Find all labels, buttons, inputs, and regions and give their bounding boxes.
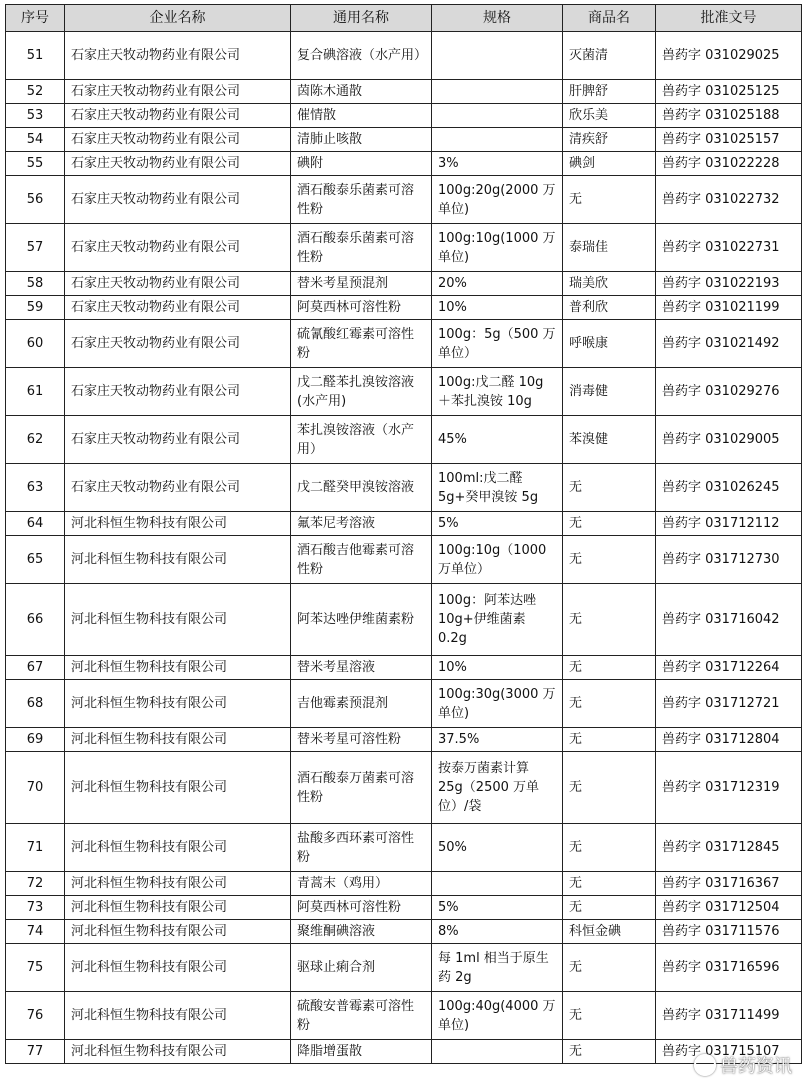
table-row [6,272,802,296]
cell-no: 51 [6,32,65,80]
cell-trade-name: 科恒金碘 [563,920,656,944]
cell-approval-no: 兽药字 031022193 [656,272,802,296]
cell-company: 河北科恒生物科技有限公司 [65,824,291,872]
cell-company: 石家庄天牧动物药业有限公司 [65,104,291,128]
cell-company: 石家庄天牧动物药业有限公司 [65,32,291,80]
cell-spec: 100g:10g(1000 万单位) [432,224,563,272]
cell-spec [432,104,563,128]
cell-trade-name: 泰瑞佳 [563,224,656,272]
cell-trade-name: 无 [563,944,656,992]
header-trade-name: 商品名 [563,5,656,32]
cell-generic-name: 酒石酸泰乐菌素可溶性粉 [291,176,432,224]
cell-generic-name: 茵陈木通散 [291,80,432,104]
cell-generic-name: 苯扎溴铵溶液（水产用） [291,416,432,464]
cell-trade-name: 碘剑 [563,152,656,176]
cell-generic-name: 酒石酸泰乐菌素可溶性粉 [291,224,432,272]
cell-company: 河北科恒生物科技有限公司 [65,656,291,680]
cell-spec: 100g:30g(3000 万单位) [432,680,563,728]
cell-spec: 3% [432,152,563,176]
cell-company: 石家庄天牧动物药业有限公司 [65,368,291,416]
cell-trade-name: 无 [563,512,656,536]
cell-no: 54 [6,128,65,152]
cell-trade-name: 瑞美欣 [563,272,656,296]
cell-company: 河北科恒生物科技有限公司 [65,752,291,824]
cell-trade-name: 无 [563,680,656,728]
cell-generic-name: 吉他霉素预混剂 [291,680,432,728]
cell-approval-no: 兽药字 031712112 [656,512,802,536]
cell-trade-name: 无 [563,752,656,824]
table-row [6,920,802,944]
cell-spec: 按泰万菌素计算 25g（2500 万单位）/袋 [432,752,563,824]
cell-no: 74 [6,920,65,944]
cell-approval-no: 兽药字 031716042 [656,584,802,656]
cell-trade-name: 无 [563,464,656,512]
cell-no: 60 [6,320,65,368]
cell-approval-no: 兽药字 031029025 [656,32,802,80]
cell-spec: 5% [432,512,563,536]
table-row [6,320,802,368]
cell-spec: 45% [432,416,563,464]
cell-no: 58 [6,272,65,296]
cell-generic-name: 阿莫西林可溶性粉 [291,296,432,320]
cell-company: 河北科恒生物科技有限公司 [65,512,291,536]
cell-no: 63 [6,464,65,512]
watermark-text: 兽药资讯 [720,1056,792,1077]
cell-generic-name: 催情散 [291,104,432,128]
cell-no: 59 [6,296,65,320]
cell-no: 68 [6,680,65,728]
cell-trade-name: 消毒健 [563,368,656,416]
cell-approval-no: 兽药字 031712504 [656,896,802,920]
cell-generic-name: 复合碘溶液（水产用） [291,32,432,80]
cell-generic-name: 聚维酮碘溶液 [291,920,432,944]
cell-approval-no: 兽药字 031711576 [656,920,802,944]
cell-approval-no: 兽药字 031022228 [656,152,802,176]
cell-company: 河北科恒生物科技有限公司 [65,896,291,920]
cell-trade-name: 无 [563,824,656,872]
cell-trade-name: 无 [563,656,656,680]
cell-generic-name: 酒石酸吉他霉素可溶性粉 [291,536,432,584]
table-row [6,680,802,728]
cell-generic-name: 清肺止咳散 [291,128,432,152]
cell-spec: 100ml:戊二醛 5g+癸甲溴铵 5g [432,464,563,512]
table-row [6,512,802,536]
cell-generic-name: 驱球止痢合剂 [291,944,432,992]
cell-trade-name: 欣乐美 [563,104,656,128]
cell-generic-name: 替米考星溶液 [291,656,432,680]
cell-trade-name: 苯溴健 [563,416,656,464]
cell-company: 河北科恒生物科技有限公司 [65,1040,291,1064]
cell-company: 河北科恒生物科技有限公司 [65,584,291,656]
header-approval-no: 批准文号 [656,5,802,32]
cell-generic-name: 酒石酸泰万菌素可溶性粉 [291,752,432,824]
cell-generic-name: 替米考星可溶性粉 [291,728,432,752]
table-header-row [6,5,802,32]
cell-trade-name: 灭菌清 [563,32,656,80]
cell-approval-no: 兽药字 031712721 [656,680,802,728]
cell-no: 73 [6,896,65,920]
cell-spec: 100g:戊二醛 10g＋苯扎溴铵 10g [432,368,563,416]
cell-trade-name: 无 [563,728,656,752]
cell-no: 61 [6,368,65,416]
cell-company: 河北科恒生物科技有限公司 [65,536,291,584]
cell-company: 河北科恒生物科技有限公司 [65,680,291,728]
cell-generic-name: 硫酸安普霉素可溶性粉 [291,992,432,1040]
table-row [6,128,802,152]
drug-approval-table [5,4,802,1064]
table-row [6,536,802,584]
cell-no: 64 [6,512,65,536]
cell-approval-no: 兽药字 031716596 [656,944,802,992]
table-row [6,80,802,104]
cell-approval-no: 兽药字 031711499 [656,992,802,1040]
cell-trade-name: 无 [563,584,656,656]
cell-spec [432,80,563,104]
cell-spec: 37.5% [432,728,563,752]
cell-approval-no: 兽药字 031716367 [656,872,802,896]
cell-no: 56 [6,176,65,224]
cell-no: 69 [6,728,65,752]
cell-spec: 50% [432,824,563,872]
cell-trade-name: 无 [563,992,656,1040]
cell-generic-name: 戊二醛癸甲溴铵溶液 [291,464,432,512]
table-row [6,104,802,128]
cell-no: 76 [6,992,65,1040]
table-row [6,176,802,224]
cell-no: 62 [6,416,65,464]
cell-no: 77 [6,1040,65,1064]
cell-no: 70 [6,752,65,824]
header-spec: 规格 [432,5,563,32]
cell-spec: 100g：5g（500 万单位） [432,320,563,368]
cell-spec: 100g:10g（1000 万单位） [432,536,563,584]
cell-no: 53 [6,104,65,128]
cell-company: 河北科恒生物科技有限公司 [65,872,291,896]
cell-trade-name: 无 [563,872,656,896]
table-row [6,32,802,80]
cell-spec: 5% [432,896,563,920]
table-row [6,368,802,416]
table-row [6,752,802,824]
table-row [6,824,802,872]
cell-trade-name: 普利欣 [563,296,656,320]
cell-no: 75 [6,944,65,992]
cell-generic-name: 碘附 [291,152,432,176]
cell-approval-no: 兽药字 031029005 [656,416,802,464]
cell-company: 石家庄天牧动物药业有限公司 [65,464,291,512]
cell-no: 57 [6,224,65,272]
table-row [6,992,802,1040]
cell-trade-name: 无 [563,176,656,224]
cell-trade-name: 无 [563,896,656,920]
table-row [6,896,802,920]
cell-trade-name: 无 [563,536,656,584]
cell-trade-name: 无 [563,1040,656,1064]
cell-approval-no: 兽药字 031029276 [656,368,802,416]
header-company: 企业名称 [65,5,291,32]
cell-company: 石家庄天牧动物药业有限公司 [65,176,291,224]
header-no: 序号 [6,5,65,32]
cell-spec: 20% [432,272,563,296]
table-row [6,656,802,680]
table-row [6,944,802,992]
cell-no: 66 [6,584,65,656]
cell-generic-name: 替米考星预混剂 [291,272,432,296]
cell-generic-name: 氟苯尼考溶液 [291,512,432,536]
table-row [6,464,802,512]
cell-no: 65 [6,536,65,584]
cell-no: 52 [6,80,65,104]
cell-trade-name: 呼喉康 [563,320,656,368]
cell-no: 55 [6,152,65,176]
table-row [6,872,802,896]
cell-generic-name: 降脂增蛋散 [291,1040,432,1064]
table-row [6,416,802,464]
cell-company: 石家庄天牧动物药业有限公司 [65,224,291,272]
cell-spec: 100g:40g(4000 万单位) [432,992,563,1040]
cell-company: 石家庄天牧动物药业有限公司 [65,320,291,368]
cell-no: 72 [6,872,65,896]
cell-generic-name: 硫氰酸红霉素可溶性粉 [291,320,432,368]
cell-company: 石家庄天牧动物药业有限公司 [65,128,291,152]
cell-spec: 8% [432,920,563,944]
cell-generic-name: 盐酸多西环素可溶性粉 [291,824,432,872]
header-generic-name: 通用名称 [291,5,432,32]
cell-spec [432,32,563,80]
table-row [6,1040,802,1064]
cell-spec: 10% [432,656,563,680]
cell-spec: 每 1ml 相当于原生药 2g [432,944,563,992]
cell-approval-no: 兽药字 031712319 [656,752,802,824]
cell-spec: 100g：阿苯达唑 10g+伊维菌素 0.2g [432,584,563,656]
cell-spec: 100g:20g(2000 万单位) [432,176,563,224]
cell-approval-no: 兽药字 031025157 [656,128,802,152]
cell-approval-no: 兽药字 031712730 [656,536,802,584]
cell-company: 石家庄天牧动物药业有限公司 [65,272,291,296]
cell-generic-name: 阿苯达唑伊维菌素粉 [291,584,432,656]
table-row [6,728,802,752]
cell-company: 石家庄天牧动物药业有限公司 [65,416,291,464]
cell-approval-no: 兽药字 031021492 [656,320,802,368]
cell-approval-no: 兽药字 031712804 [656,728,802,752]
cell-trade-name: 肝脾舒 [563,80,656,104]
cell-approval-no: 兽药字 031022732 [656,176,802,224]
cell-spec [432,872,563,896]
cell-spec [432,128,563,152]
cell-company: 河北科恒生物科技有限公司 [65,728,291,752]
cell-approval-no: 兽药字 031025125 [656,80,802,104]
cell-spec: 10% [432,296,563,320]
cell-company: 石家庄天牧动物药业有限公司 [65,152,291,176]
cell-approval-no: 兽药字 031025188 [656,104,802,128]
cell-spec [432,1040,563,1064]
table-row [6,584,802,656]
cell-approval-no: 兽药字 031022731 [656,224,802,272]
watermark [694,1052,792,1078]
cell-generic-name: 青蒿末（鸡用） [291,872,432,896]
table-row [6,224,802,272]
wechat-icon [694,1054,716,1076]
cell-generic-name: 阿莫西林可溶性粉 [291,896,432,920]
cell-no: 71 [6,824,65,872]
cell-approval-no: 兽药字 031021199 [656,296,802,320]
table-row [6,152,802,176]
cell-trade-name: 清疾舒 [563,128,656,152]
cell-approval-no: 兽药字 031712264 [656,656,802,680]
cell-approval-no: 兽药字 031026245 [656,464,802,512]
cell-company: 石家庄天牧动物药业有限公司 [65,296,291,320]
cell-company: 石家庄天牧动物药业有限公司 [65,80,291,104]
cell-company: 河北科恒生物科技有限公司 [65,944,291,992]
cell-approval-no: 兽药字 031712845 [656,824,802,872]
cell-no: 67 [6,656,65,680]
cell-generic-name: 戊二醛苯扎溴铵溶液(水产用) [291,368,432,416]
cell-approval-no: 兽药字 031715107 [656,1040,802,1064]
table-row [6,296,802,320]
cell-company: 河北科恒生物科技有限公司 [65,920,291,944]
cell-company: 河北科恒生物科技有限公司 [65,992,291,1040]
